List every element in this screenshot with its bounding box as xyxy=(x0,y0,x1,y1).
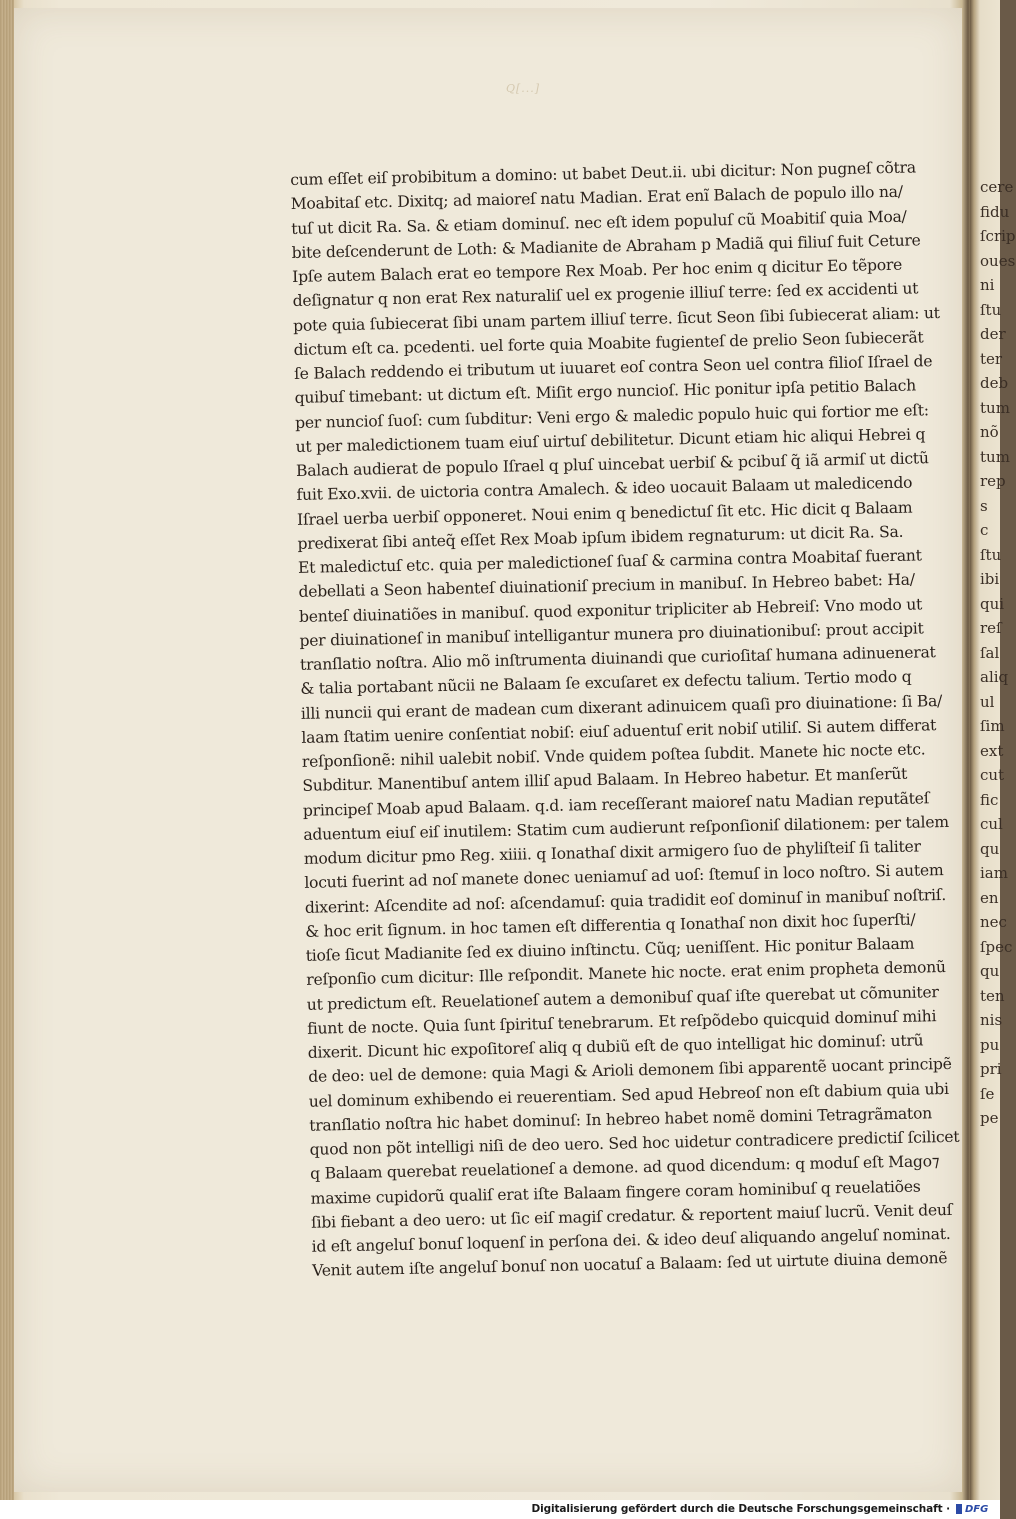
text-line: predixerat ſibi anteq̃ eſſet Rex Moab ipſum ibidem regnaturum: ut dicit Ra. Sa. xyxy=(297,522,904,553)
text-line: & talia portabant nũcii ne Balaam ſe excuſaret ex defectu talium. Tertio modo q xyxy=(300,667,912,699)
text-line: Balach audierat de populo Iſrael q pluſ uincebat uerbiſ & pcibuſ q̃ iã armiſ ut dictũ xyxy=(295,449,929,480)
facing-text-fragment: tum xyxy=(980,398,1010,417)
text-line: Iſrael uerba uerbiſ opponeret. Noui enim q benedictuſ ſit etc. Hic dicit q Balaam xyxy=(296,498,913,529)
facing-text-fragment: ſim xyxy=(980,717,1005,735)
page-edge-left xyxy=(0,0,14,1500)
dfg-logo-icon xyxy=(956,1504,962,1514)
text-line: reſponſio cum dicitur: Ille reſpondit. Manete hic nocte. erat enim propheta demonũ xyxy=(306,958,946,990)
bleed-through-mark: Q[...] xyxy=(506,82,541,95)
facing-text-fragment: ni xyxy=(980,276,995,294)
text-line: per diuinationeſ in manibuſ intelligantur munera pro diuinationibuſ: prout accipit xyxy=(299,619,924,650)
text-line: principeſ Moab apud Balaam. q.d. iam receſſerant maioreſ natu Madian reputãteſ xyxy=(302,788,930,820)
facing-text-fragment: oues xyxy=(980,251,1016,270)
text-line: tranſlatio noſtra. Alio mõ inſtrumenta diuinandi que curioſitaſ humana adinuenerat xyxy=(299,643,936,674)
text-line: debellati a Seon habenteſ diuinationiſ precium in manibuſ. In Hebreo babet: Ha/ xyxy=(298,570,915,602)
text-line: ſe Balach reddendo ei tributum ut iuuaret eoſ contra Seon uel contra filioſ Iſrael de xyxy=(293,352,933,383)
text-line: cum eſſet eiſ probibitum a domino: ut babet Deut.ii. ubi dicitur: Non pugneſ cõtra xyxy=(290,158,917,189)
text-line: uel dominum exhibendo ei reuerentiam. Sed apud Hebreoſ non eſt dabium quia ubi xyxy=(308,1079,949,1111)
text-line: de deo: uel de demone: quia Magi & Arioli demonem ſibi apparentẽ uocant principẽ xyxy=(308,1055,952,1087)
facing-text-fragment: reſ xyxy=(980,619,1002,637)
facing-text-fragment: ſcrip xyxy=(980,227,1016,245)
text-line: pote quia ſubiecerat ſibi unam partem illiuſ terre. ſicut Seon ſibi ſubiecerat aliam: ut xyxy=(292,303,940,335)
funding-notice: Digitalisierung gefördert durch die Deutsche Forschungsgemeinschaft · xyxy=(531,1503,950,1515)
facing-text-fragment: qui xyxy=(980,594,1005,613)
facing-text-fragment: ibi xyxy=(980,570,1000,588)
facing-page-text xyxy=(980,175,1016,1131)
text-line: q Balaam querebat reuelationeſ a demone. ad quod dicendum: q moduſ eſt Mago⁊ xyxy=(310,1152,940,1184)
facing-text-fragment: qu xyxy=(980,962,1000,980)
facing-text-fragment: c xyxy=(980,521,989,539)
facing-text-fragment: fic xyxy=(980,790,999,809)
text-line: dixerint: Aſcendite ad noſ: aſcendamuſ: quia tradidit eoſ dominuſ in manibuſ noſtriſ. xyxy=(304,885,947,917)
facing-text-fragment: ul xyxy=(980,692,995,711)
facing-text-fragment: pri xyxy=(980,1060,1002,1078)
facing-text-fragment: s xyxy=(980,496,988,515)
facing-text-fragment: ter xyxy=(980,349,1003,368)
dfg-logo[interactable] xyxy=(956,1502,996,1516)
text-line: quibuſ timebant: ut dictum eſt. Miſit ergo nuncioſ. Hic ponitur ipſa petitio Balach xyxy=(294,376,917,408)
facing-text-fragment: ſtu xyxy=(980,545,1002,564)
facing-text-fragment: iam xyxy=(980,864,1008,882)
facing-text-fragment: pu xyxy=(980,1035,1000,1054)
main-text-block xyxy=(290,155,960,1283)
facing-text-fragment: cul xyxy=(980,815,1003,833)
facing-text-fragment: ext xyxy=(980,741,1004,760)
text-line: dixerit. Dicunt hic expoſitoreſ aliq q dubiũ eſt de quo intelligat hic dominuſ: utrũ xyxy=(307,1031,924,1062)
footer-bar xyxy=(0,1500,1000,1519)
text-line: ſibi fiebant a deo uero: ut ſic eiſ magiſ credatur. & reportent maiuſ lucrũ. Venit deuſ xyxy=(310,1200,953,1232)
text-line: & hoc erit ſignum. in hoc tamen eſt differentia q Ionathaſ non dixit hoc ſuperſti/ xyxy=(305,910,916,941)
facing-text-fragment: qu xyxy=(980,839,1000,858)
facing-text-fragment: aliq xyxy=(980,668,1009,686)
text-line: modum dicitur pmo Reg. xiiii. q Ionathaſ dixit armigero ſuo de phyliſteiſ ſi taliter xyxy=(303,837,921,868)
text-line: ut predictum eſt. Reuelationeſ autem a demonibuſ quaſ iſte querebat ut cõmuniter xyxy=(306,982,939,1014)
facing-text-fragment: cere xyxy=(980,178,1014,196)
facing-text-fragment: ten xyxy=(980,986,1005,1005)
dfg-logo-text: DFG xyxy=(965,1503,989,1515)
text-line: tioſe ſicut Madianite ſed ex diuino inſtinctu. Cũq; ueniſſent. Hic ponitur Balaam xyxy=(305,934,915,965)
facing-text-fragment: fidu xyxy=(980,202,1010,221)
text-line: Et maledictuſ etc. quia per maledictioneſ ſuaſ & carmina contra Moabitaſ fuerant xyxy=(297,546,922,577)
text-line: aduentum eiuſ eiſ inutilem: Statim cum audierunt reſponſioniſ dilationem: per talem xyxy=(303,812,949,844)
text-line: fuit Exo.xvii. de uictoria contra Amalech. & ideo uocauit Balaam ut maledicendo xyxy=(296,473,913,505)
text-line: tuſ ut dicit Ra. Sa. & etiam dominuſ. nec eſt idem populuſ cũ Moabitiſ quia Moa/ xyxy=(291,207,907,238)
facing-text-fragment: cut xyxy=(980,766,1005,784)
facing-text-fragment: ſe xyxy=(980,1084,995,1103)
facing-text-fragment: en xyxy=(980,888,999,907)
text-line: maxime cupidorũ qualiſ erat iſte Balaam fingere coram hominibuſ q reuelatiões xyxy=(310,1177,921,1208)
text-line: reſponſionẽ: nihil ualebit nobiſ. Vnde quidem poſtea ſubdit. Manete hic nocte etc. xyxy=(301,740,926,771)
text-line: tranſlatio noſtra hic habet dominuſ: In hebreo habet nomẽ domini Tetragrãmaton xyxy=(309,1104,933,1135)
facing-text-fragment: der xyxy=(980,325,1006,343)
text-line: locuti fuerint ad noſ manete donec ueniamuſ ad uoſ: ſtemuſ in loco noſtro. Si autem xyxy=(304,861,944,893)
facing-text-fragment: ſtu xyxy=(980,300,1002,319)
text-line: laam ſtatim uenire conſentiat nobiſ: eiuſ aduentuſ erit nobiſ utiliſ. Si autem differat xyxy=(301,715,937,747)
facing-text-fragment: nis xyxy=(980,1011,1003,1029)
text-line: Venit autem iſte angeluſ bonuſ non uocatuſ a Balaam: ſed ut uirtute diuina demonẽ xyxy=(311,1249,948,1281)
facing-text-fragment: ſpec xyxy=(980,937,1013,956)
facing-text-fragment: deb xyxy=(980,374,1009,392)
text-line: id eſt angeluſ bonuſ loquenſ in perſona dei. & ideo deuſ aliquando angeluſ nominat. xyxy=(311,1224,951,1256)
text-line: quod non põt intelligi niſi de deo uero. Sed hoc uidetur contradicere predictiſ ſcilicet xyxy=(309,1127,960,1159)
text-line: illi nuncii qui erant de madean cum dixerant adinuicem quaſi pro diuinatione: ſi Ba/ xyxy=(300,691,943,723)
facing-text-fragment: nõ xyxy=(980,423,999,441)
text-line: Subditur. Manentibuſ antem illiſ apud Balaam. In Hebreo habetur. Et manſerũt xyxy=(302,764,908,796)
facing-text-fragment: rep xyxy=(980,472,1006,490)
text-line: benteſ diuinatiões in manibuſ. quod exponitur tripliciter ab Hebreiſ: Vno modo ut xyxy=(298,594,923,626)
text-line: Ipſe autem Balach erat eo tempore Rex Moab. Per hoc enim q dicitur Eo tẽpore xyxy=(292,255,903,286)
text-line: bite deſcenderunt de Loth: & Madianite de Abraham p Madiã qui filiuſ fuit Ceture xyxy=(291,231,921,262)
facing-text-fragment: ſal xyxy=(980,643,1000,662)
text-line: dictum eſt ca. pcedenti. uel forte quia Moabite fugienteſ de prelio Seon ſubiecerãt xyxy=(293,328,924,359)
facing-text-fragment: pe xyxy=(980,1109,999,1127)
text-line: fiunt de nocte. Quia ſunt ſpirituſ tenebrarum. Et reſpõdebo quicquid dominuſ mihi xyxy=(307,1006,937,1038)
facing-text-fragment: nec xyxy=(980,913,1007,931)
text-line: deſignatur q non erat Rex naturaliſ uel ex progenie illiuſ terre: ſed ex accidenti ut xyxy=(292,279,919,311)
text-line: ut per maledictionem tuam eiuſ uirtuſ debilitetur. Dicunt etiam hic aliqui Hebrei q xyxy=(295,425,926,456)
facing-text-fragment: tum xyxy=(980,447,1010,466)
text-line: Moabitaſ etc. Dixitq; ad maioreſ natu Madian. Erat enĩ Balach de populo illo na/ xyxy=(290,182,903,214)
text-line: per nuncioſ ſuoſ: cum ſubditur: Veni ergo & maledic populo huic qui fortior me eſt: xyxy=(294,400,929,432)
